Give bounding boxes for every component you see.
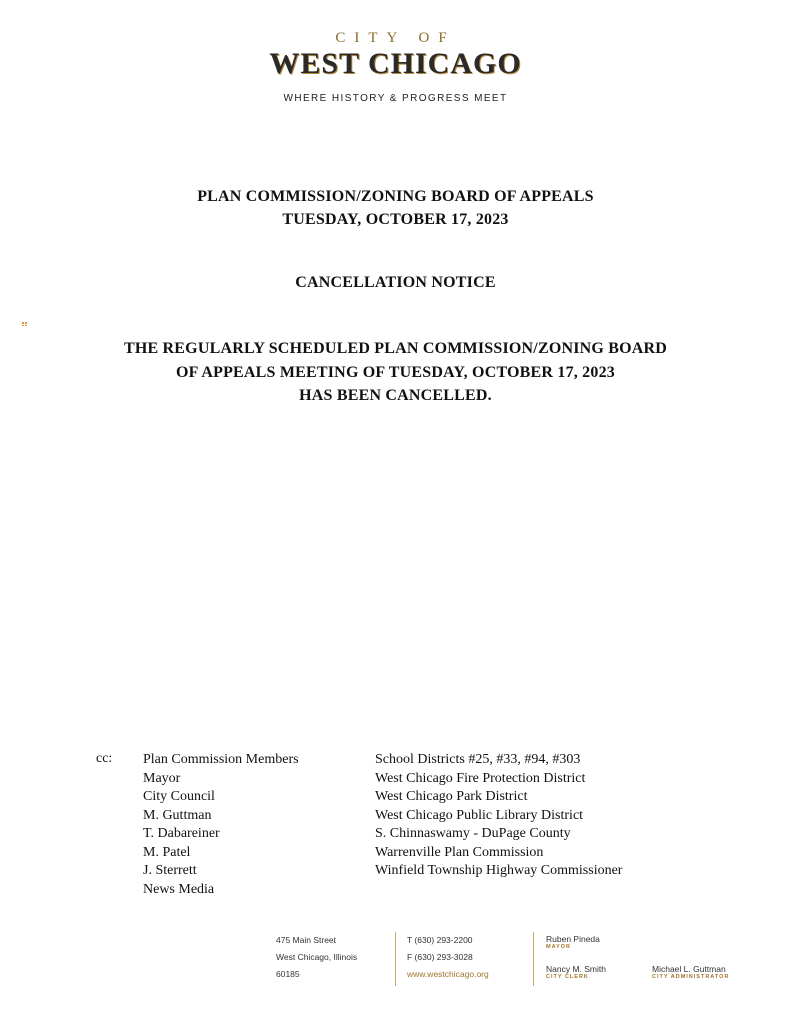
cc-recipient: News Media <box>143 881 215 897</box>
notice-line-2: OF APPEALS MEETING OF TUESDAY, OCTOBER 17, 2023 <box>176 364 615 381</box>
meeting-title: PLAN COMMISSION/ZONING BOARD OF APPEALS <box>197 188 594 205</box>
notice-line-3: HAS BEEN CANCELLED. <box>299 387 492 404</box>
footer-divider <box>395 932 396 986</box>
phone-number: T (630) 293-2200 <box>407 935 473 945</box>
cc-recipient: City Council <box>143 789 215 804</box>
cc-recipient: School Districts #25, #33, #94, #303 <box>375 752 581 767</box>
cc-recipient: Warrenville Plan Commission <box>375 844 544 860</box>
mayor-title: MAYOR <box>546 944 571 950</box>
address-city: West Chicago, Illinois <box>276 952 358 962</box>
cc-label: cc: <box>96 751 113 766</box>
cc-recipient: Mayor <box>143 770 181 786</box>
cc-recipient: Plan Commission Members <box>143 752 299 767</box>
notice-line-1: THE REGULARLY SCHEDULED PLAN COMMISSION/ZONING BOARD <box>123 340 668 357</box>
cc-recipient: M. Patel <box>143 844 191 860</box>
footer-contact <box>407 932 489 983</box>
cc-recipient: West Chicago Public Library District <box>375 807 584 823</box>
cc-recipient: J. Sterrett <box>143 863 197 878</box>
address-zip: 60185 <box>276 969 300 979</box>
address-street: 475 Main Street <box>276 935 337 945</box>
cc-recipient: M. Guttman <box>143 807 212 823</box>
clerk-name: Nancy M. Smith <box>546 964 606 974</box>
cc-recipient: West Chicago Fire Protection District <box>375 770 586 786</box>
cc-recipient: Winfield Township Highway Commissioner <box>375 863 623 878</box>
logo-tagline: WHERE HISTORY & PROGRESS MEET <box>283 93 508 104</box>
official-clerk <box>546 964 606 980</box>
official-administrator <box>652 964 729 980</box>
administrator-title: CITY ADMINISTRATOR <box>652 974 730 980</box>
footer-divider <box>533 932 534 986</box>
cc-recipient: T. Dabareiner <box>143 826 220 841</box>
website-link[interactable]: www.westchicago.org <box>407 969 489 979</box>
official-mayor <box>546 934 600 950</box>
mayor-name: Ruben Pineda <box>546 934 600 944</box>
scan-speck <box>22 322 27 326</box>
cc-list-left <box>143 751 299 899</box>
cc-recipient: S. Chinnaswamy - DuPage County <box>375 826 571 841</box>
notice-title: CANCELLATION NOTICE <box>295 274 496 291</box>
meeting-date: TUESDAY, OCTOBER 17, 2023 <box>282 211 509 228</box>
fax-number: F (630) 293-3028 <box>407 952 473 962</box>
administrator-name: Michael L. Guttman <box>652 964 726 974</box>
footer-address <box>276 932 357 983</box>
logo-west-chicago: WEST CHICAGO <box>269 47 522 80</box>
logo-city-of: CITY OF <box>335 30 456 46</box>
cc-list-right <box>375 751 622 881</box>
cc-recipient: West Chicago Park District <box>375 789 528 804</box>
clerk-title: CITY CLERK <box>546 974 589 980</box>
